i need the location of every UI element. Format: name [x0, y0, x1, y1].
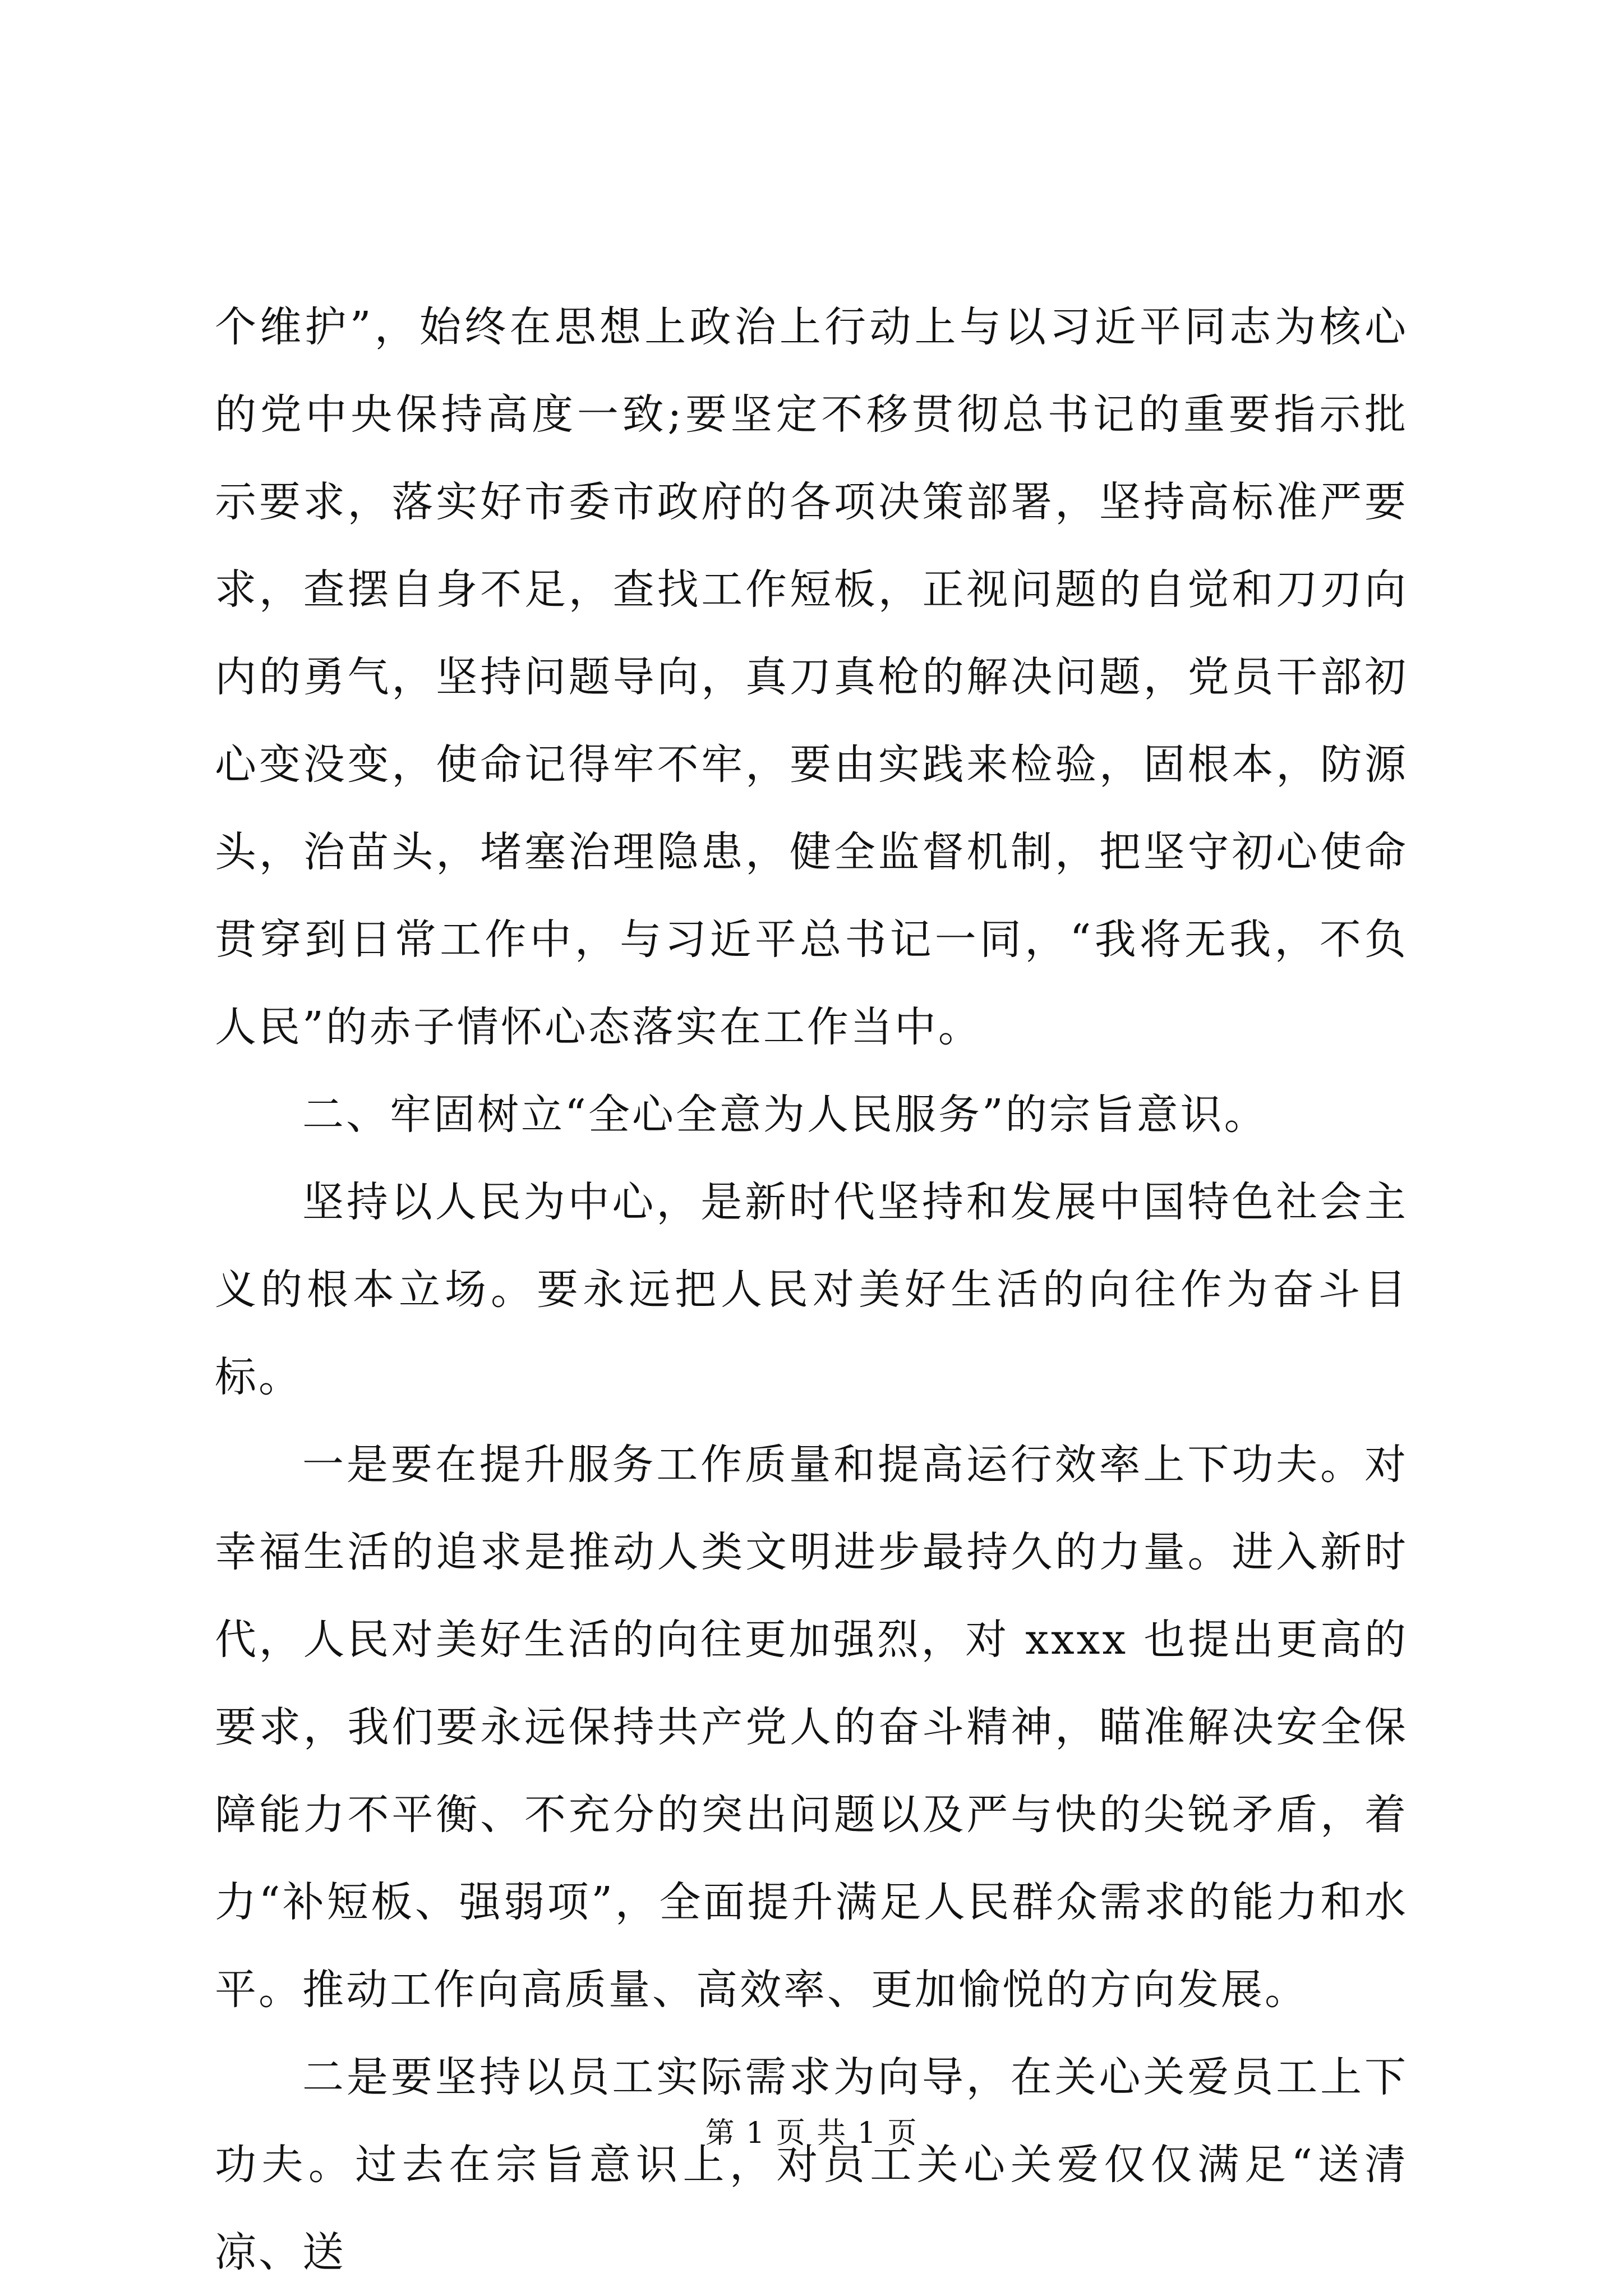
paragraph-continuation: 个维护”，始终在思想上政治上行动上与以习近平同志为核心的党中央保持高度一致;要坚定不移贯彻总书记的重要指示批示要求，落实好市委市政府的各项决策部署，坚持高标准严要求，查摆自身不足，查找工作短板，正视问题的自觉和刀刃向内的勇气，坚持问题导向，真刀真枪的解决问题，党员干部初心变没变，使命记得牢不牢，要由实践来检验，固根本，防源头，治苗头，堵塞治理隐患，健全监督机制，把坚守初心使命贯穿到日常工作中，与习近平总书记一同，“我将无我，不负人民”的赤子情怀心态落实在工作当中。 [215, 303, 1408, 1051]
section-heading: 二、牢固树立“全心全意为人民服务”的宗旨意识。 [302, 1091, 1268, 1139]
paragraph: 坚持以人民为中心，是新时代坚持和发展中国特色社会主义的根本立场。要永远把人民对美好生活的向往作为奋斗目标。 [215, 1178, 1408, 1401]
paragraph: 二是要坚持以员工实际需求为向导，在关心关爱员工上下功夫。过去在宗旨意识上，对员工关心关爱仅仅满足“送清凉、送 [215, 2053, 1408, 2276]
page-footer: 第 1 页 共 1 页 [705, 2116, 918, 2150]
document-body [215, 283, 1408, 2296]
paragraph: 一是要在提升服务工作质量和提高运行效率上下功夫。对幸福生活的追求是推动人类文明进步最持久的力量。进入新时代，人民对美好生活的向往更加强烈，对 xxxx 也提出更高的要求，我们要永远保持共产党人的奋斗精神，瞄准解决安全保障能力不平衡、不充分的突出问题以及严与快的尖锐矛盾，着力“补短板、强弱项”，全面提升满足人民群众需求的能力和水平。推动工作向高质量、高效率、更加愉悦的方向发展。 [215, 1441, 1408, 2014]
